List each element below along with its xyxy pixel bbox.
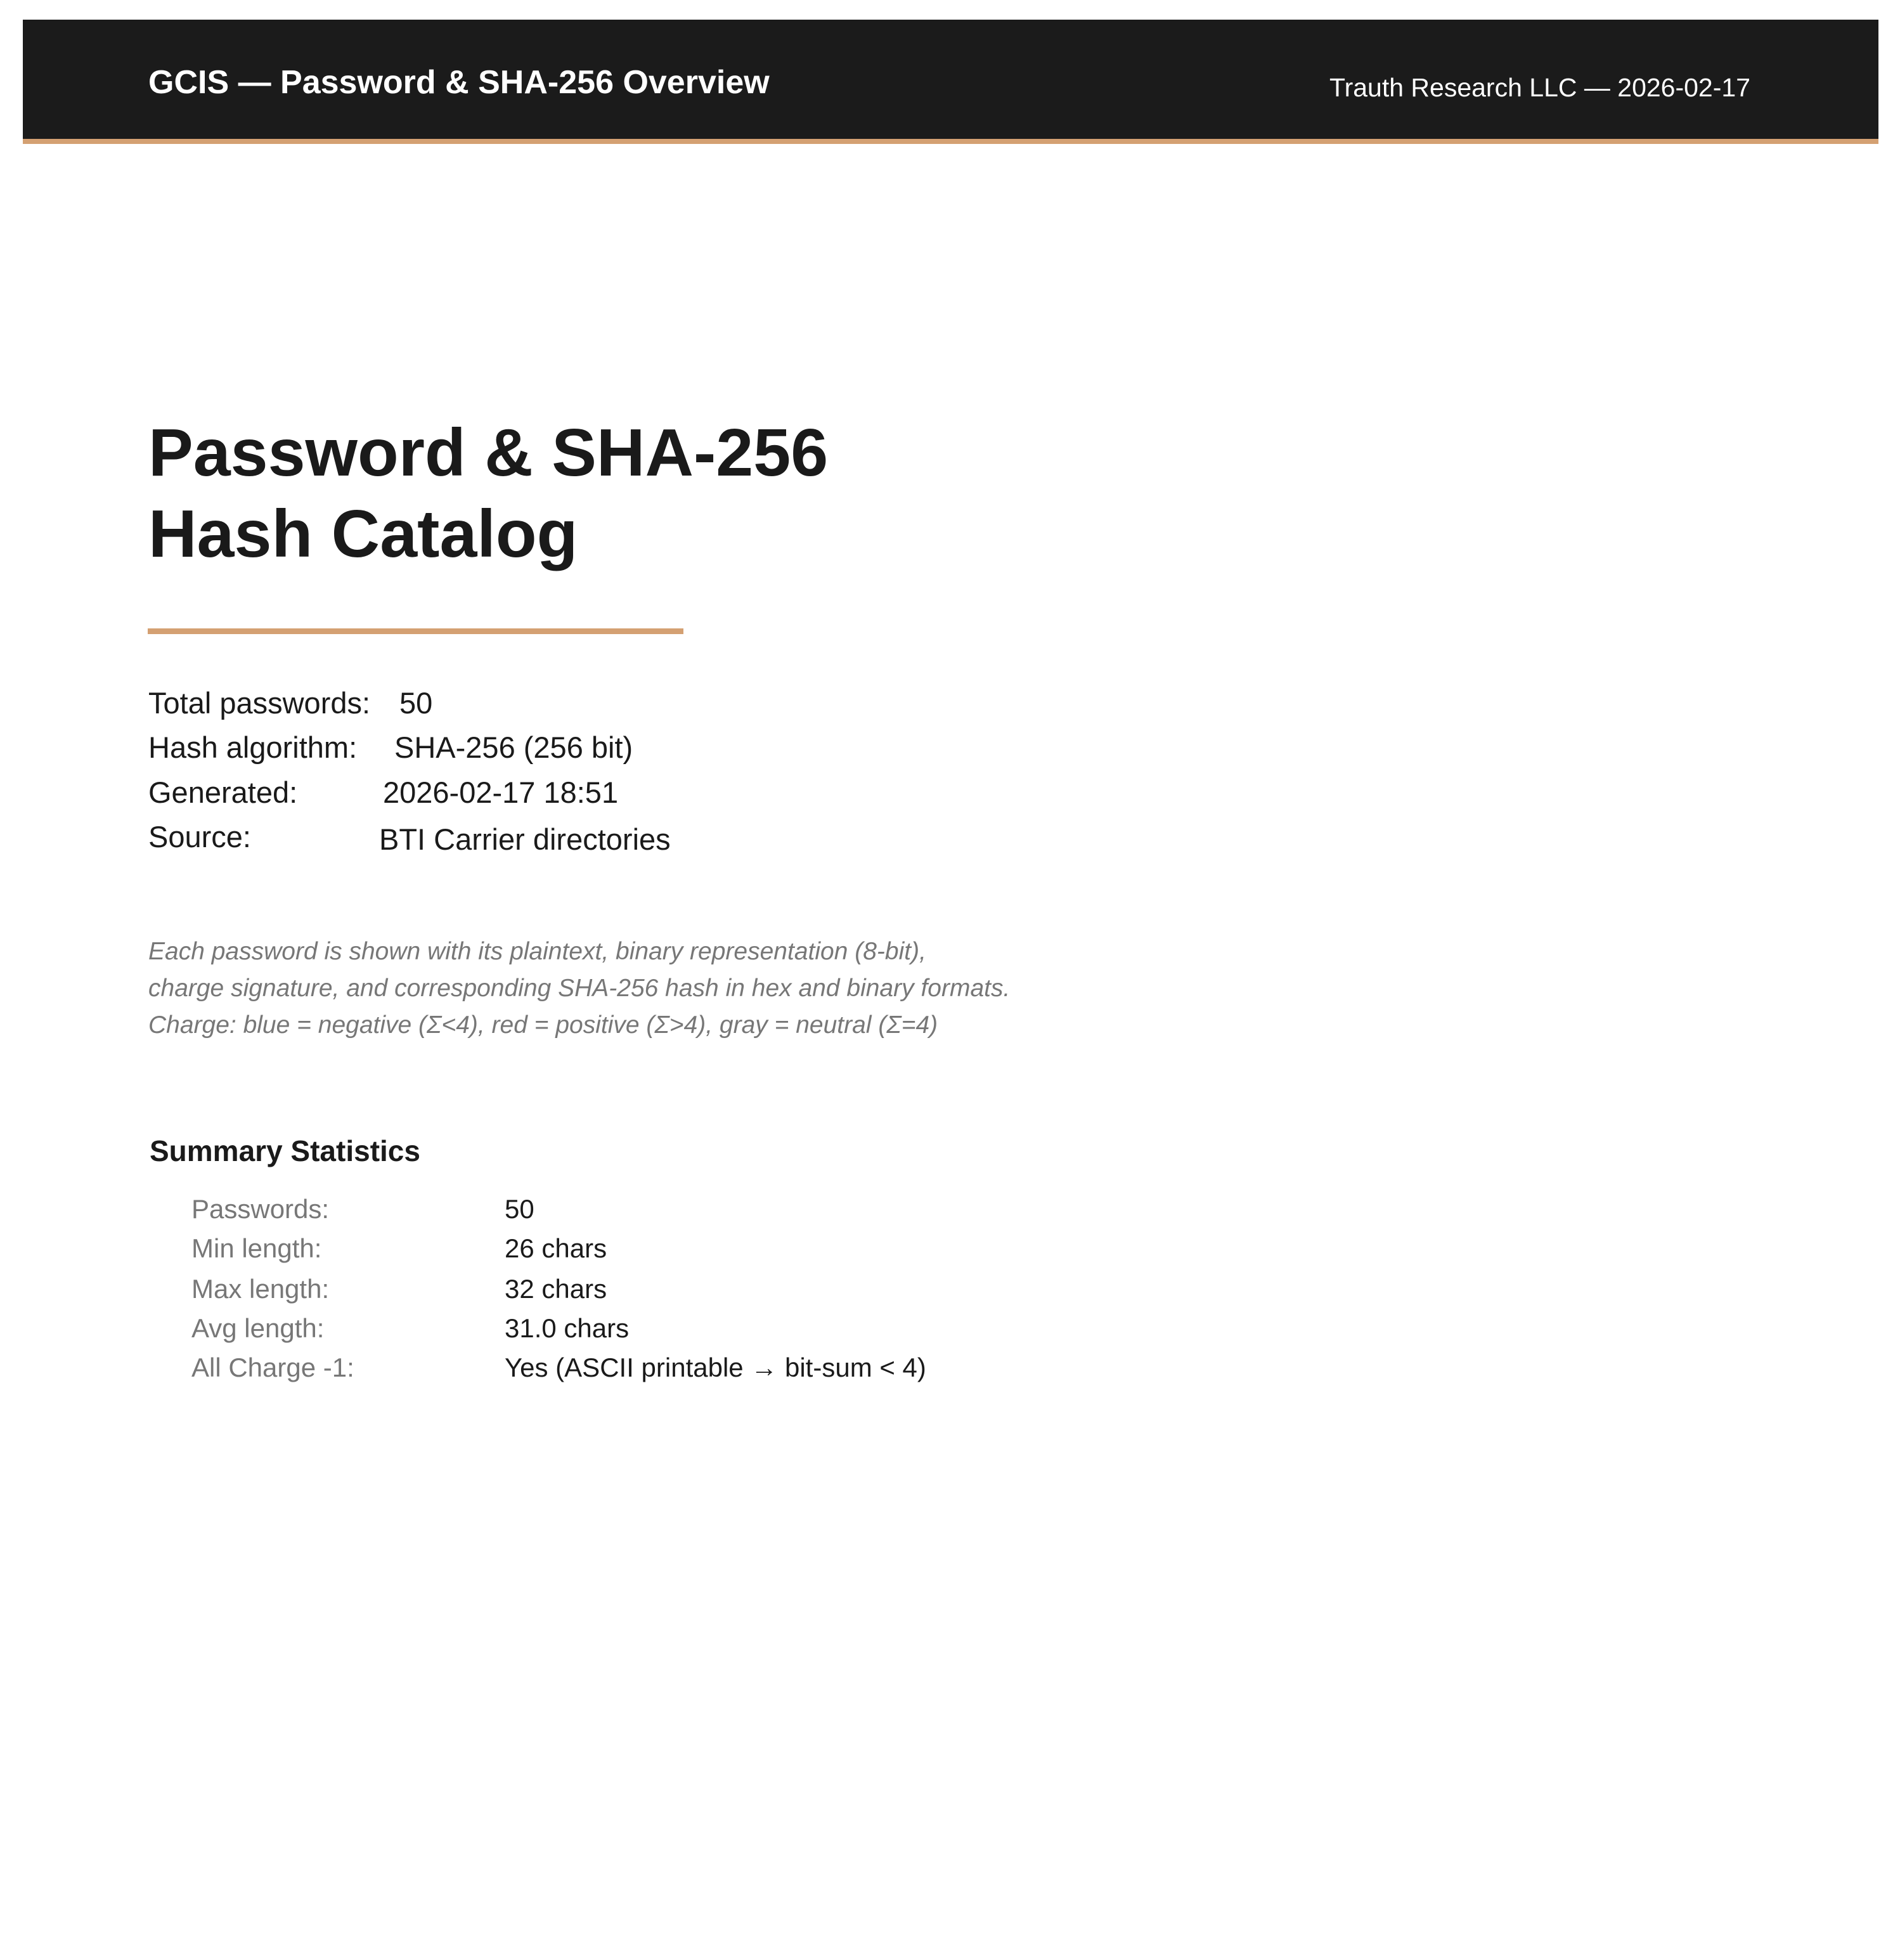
header-title: GCIS — Password & SHA-256 Overview — [148, 64, 770, 101]
document-title-line-2: Hash Catalog — [148, 496, 578, 571]
info-label: Hash algorithm: — [148, 730, 358, 764]
stat-value: 26 chars — [505, 1233, 607, 1263]
header-accent-line — [23, 139, 1878, 144]
stat-value: 31.0 chars — [505, 1313, 630, 1343]
legend-note — [148, 933, 1010, 1044]
document-title — [148, 412, 828, 574]
info-value: BTI Carrier directories — [379, 822, 671, 856]
stat-label: All Charge -1: — [191, 1353, 354, 1382]
stat-value: 32 chars — [505, 1274, 607, 1304]
summary-heading: Summary Statistics — [150, 1134, 420, 1167]
info-value: 50 — [399, 686, 433, 720]
header-meta: Trauth Research LLC — 2026-02-17 — [1329, 73, 1750, 102]
stat-value: 50 — [505, 1194, 534, 1224]
stat-value: Yes (ASCII printable → bit-sum < 4) — [505, 1353, 926, 1382]
info-label: Total passwords: — [148, 686, 371, 720]
info-value: 2026-02-17 18:51 — [383, 776, 619, 809]
info-label: Source: — [148, 820, 251, 853]
info-label: Generated: — [148, 776, 298, 809]
stat-label: Max length: — [191, 1274, 330, 1304]
info-value: SHA-256 (256 bit) — [394, 730, 633, 764]
note-line-3: Charge: blue = negative (Σ<4), red = positive (Σ>4), gray = neutral (Σ=4) — [148, 1011, 938, 1039]
stat-label: Passwords: — [191, 1194, 330, 1224]
document-title-line-1: Password & SHA-256 — [148, 415, 829, 490]
title-divider — [148, 628, 683, 634]
stat-label: Avg length: — [191, 1313, 325, 1343]
note-line-2: charge signature, and corresponding SHA-256 hash in hex and binary formats. — [148, 975, 1011, 1002]
stat-label: Min length: — [191, 1233, 322, 1263]
note-line-1: Each password is shown with its plaintext, binary representation (8-bit), — [148, 938, 926, 965]
